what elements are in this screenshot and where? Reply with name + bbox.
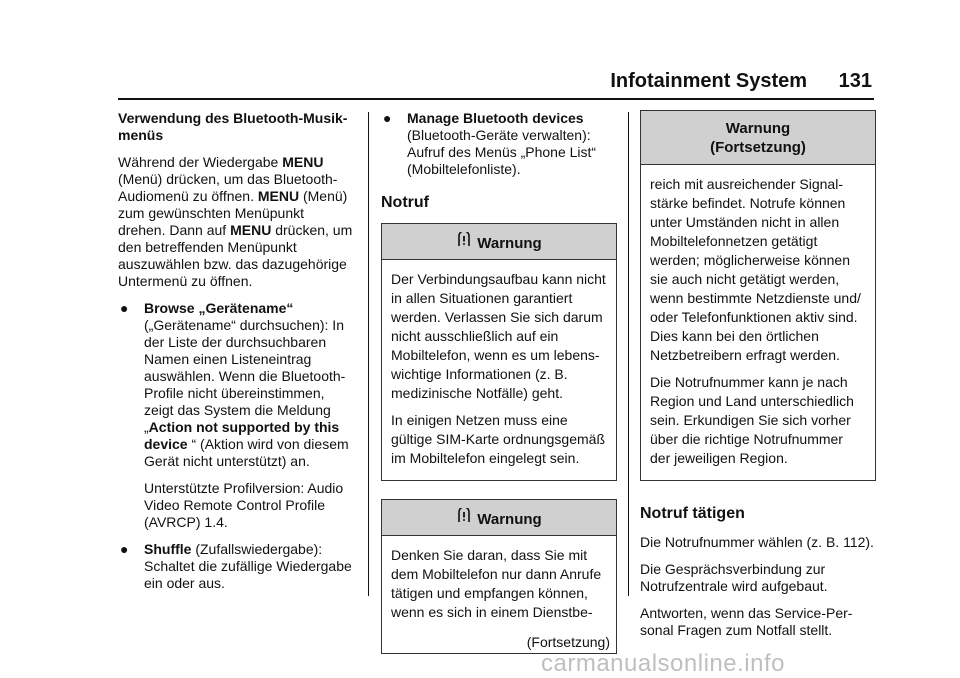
- warning-header: [382, 500, 616, 536]
- paragraph: Antworten, wenn das Service-Personal Fragen zum Notfall stellt.: [640, 605, 853, 638]
- section-title: Infotainment System: [610, 70, 808, 92]
- warning-header: [641, 111, 875, 165]
- bullet-icon: ●: [120, 300, 129, 316]
- warning-paragraph: Denken Sie daran, dass Sie mit dem Mobiltelefon nur dann Anrufe tätigen und empfangen können, wenn es sich in einem Dienstbe-: [391, 547, 602, 620]
- warning-box-2: [381, 499, 617, 654]
- profile-version-note: Unterstützte Profilversion: Audio Video Remote Control Profile (AVRCP) 1.4.: [144, 480, 344, 530]
- warning-box-continued: [640, 110, 876, 481]
- column-2: [381, 110, 617, 672]
- list-item-browse: ● Browse „Gerätename“ („Gerätename“ durchsuchen): In der Liste der durchsuchbaren Namen einen Listeneintrag auswählen. Wenn die Bluetooth-Profile nicht übereinstimmen, zeigt das System die Meldung „Action not supported by this device “ (Aktion wird von diesem Gerät nicht unterstützt) an.: [120, 300, 349, 469]
- warning-box-1: [381, 223, 617, 481]
- paragraph: Die Gesprächsverbindung zur Notrufzentrale wird aufgebaut.: [640, 561, 828, 594]
- list-item-shuffle: ● Shuffle (Zufallswiedergabe): Schaltet die zufällige Wiedergabe ein oder aus.: [120, 541, 352, 591]
- warning-header: [382, 224, 616, 260]
- bullet-icon: ●: [383, 110, 392, 126]
- column-divider-1: [368, 112, 369, 596]
- menu-keyword: MENU: [230, 222, 272, 238]
- column-divider-2: [628, 112, 629, 596]
- bullet-icon: ●: [120, 541, 129, 557]
- notruf-taetigen-heading: Notruf tätigen: [640, 505, 745, 522]
- page-header: [610, 70, 872, 93]
- header-rule: [118, 98, 874, 100]
- warning-paragraph: In einigen Netzen muss eine gültige SIM-Karte ordnungsgemäß im Mobiltelefon eingelegt sein.: [391, 412, 605, 466]
- warning-icon: [456, 232, 472, 252]
- warning-body: [641, 165, 875, 480]
- list-item-manage-devices: ● Manage Bluetooth devices (Bluetooth-Geräte verwalten): Aufruf des Menüs „Phone List“ (Mobiltelefonliste).: [383, 110, 597, 177]
- warning-paragraph: Die Notrufnummer kann je nach Region und Land unterschiedlich sein. Erkundigen Sie sich vorher über die richtige Notrufnummer der jeweiligen Region.: [650, 374, 854, 466]
- column-1: [118, 110, 354, 602]
- bluetooth-menu-subheading: Verwendung des Bluetooth-Musikmenüs: [118, 110, 348, 143]
- warning-subtitle: (Fortsetzung): [710, 139, 806, 156]
- warning-paragraph: reich mit ausreichender Signalstärke befindet. Notrufe können unter Umständen nicht in allen Mobiltelefonnetzen getätigt werden; möglicherweise können sie auch nicht getätigt werden, wenn bestimmte Netzdienste und/ oder Telefonfunktionen aktiv sind. Dies kann bei den örtlichen Netzbetreibern erfragt werden.: [650, 176, 861, 363]
- menu-keyword: MENU: [282, 154, 324, 170]
- warning-body: [382, 260, 616, 480]
- paragraph: Die Notrufnummer wählen (z. B. 112).: [640, 534, 874, 550]
- warning-title: Warnung: [477, 511, 542, 528]
- warning-title: Warnung: [477, 235, 542, 252]
- intro-paragraph: Während der Wiedergabe MENU (Menü) drücken, um das Bluetooth-Audiomenü zu öffnen. MENU (Menü) zum gewünschten Menüpunkt drehen. Dann auf MENU drücken, um den betreffenden Menüpunkt auszuwählen bzw. das dazugehörige Untermenü zu öffnen.: [118, 154, 353, 289]
- warning-title: Warnung: [725, 120, 791, 137]
- page-number: 131: [838, 70, 872, 92]
- warning-body: [382, 536, 616, 634]
- column-3: [640, 110, 876, 649]
- footer-watermark: carmanualsonline.info: [541, 650, 785, 677]
- menu-keyword: MENU: [257, 188, 300, 204]
- continued-label: (Fortsetzung): [526, 634, 610, 650]
- notruf-heading: Notruf: [381, 194, 429, 211]
- warning-icon: [456, 508, 472, 528]
- warning-paragraph: Der Verbindungsaufbau kann nicht in allen Situationen garantiert werden. Verlassen Sie sich darum nicht ausschließlich auf ein Mobiltelefon, wenn es um lebenswichtige Informationen (z. B. medizinische Notfälle) geht.: [391, 271, 606, 401]
